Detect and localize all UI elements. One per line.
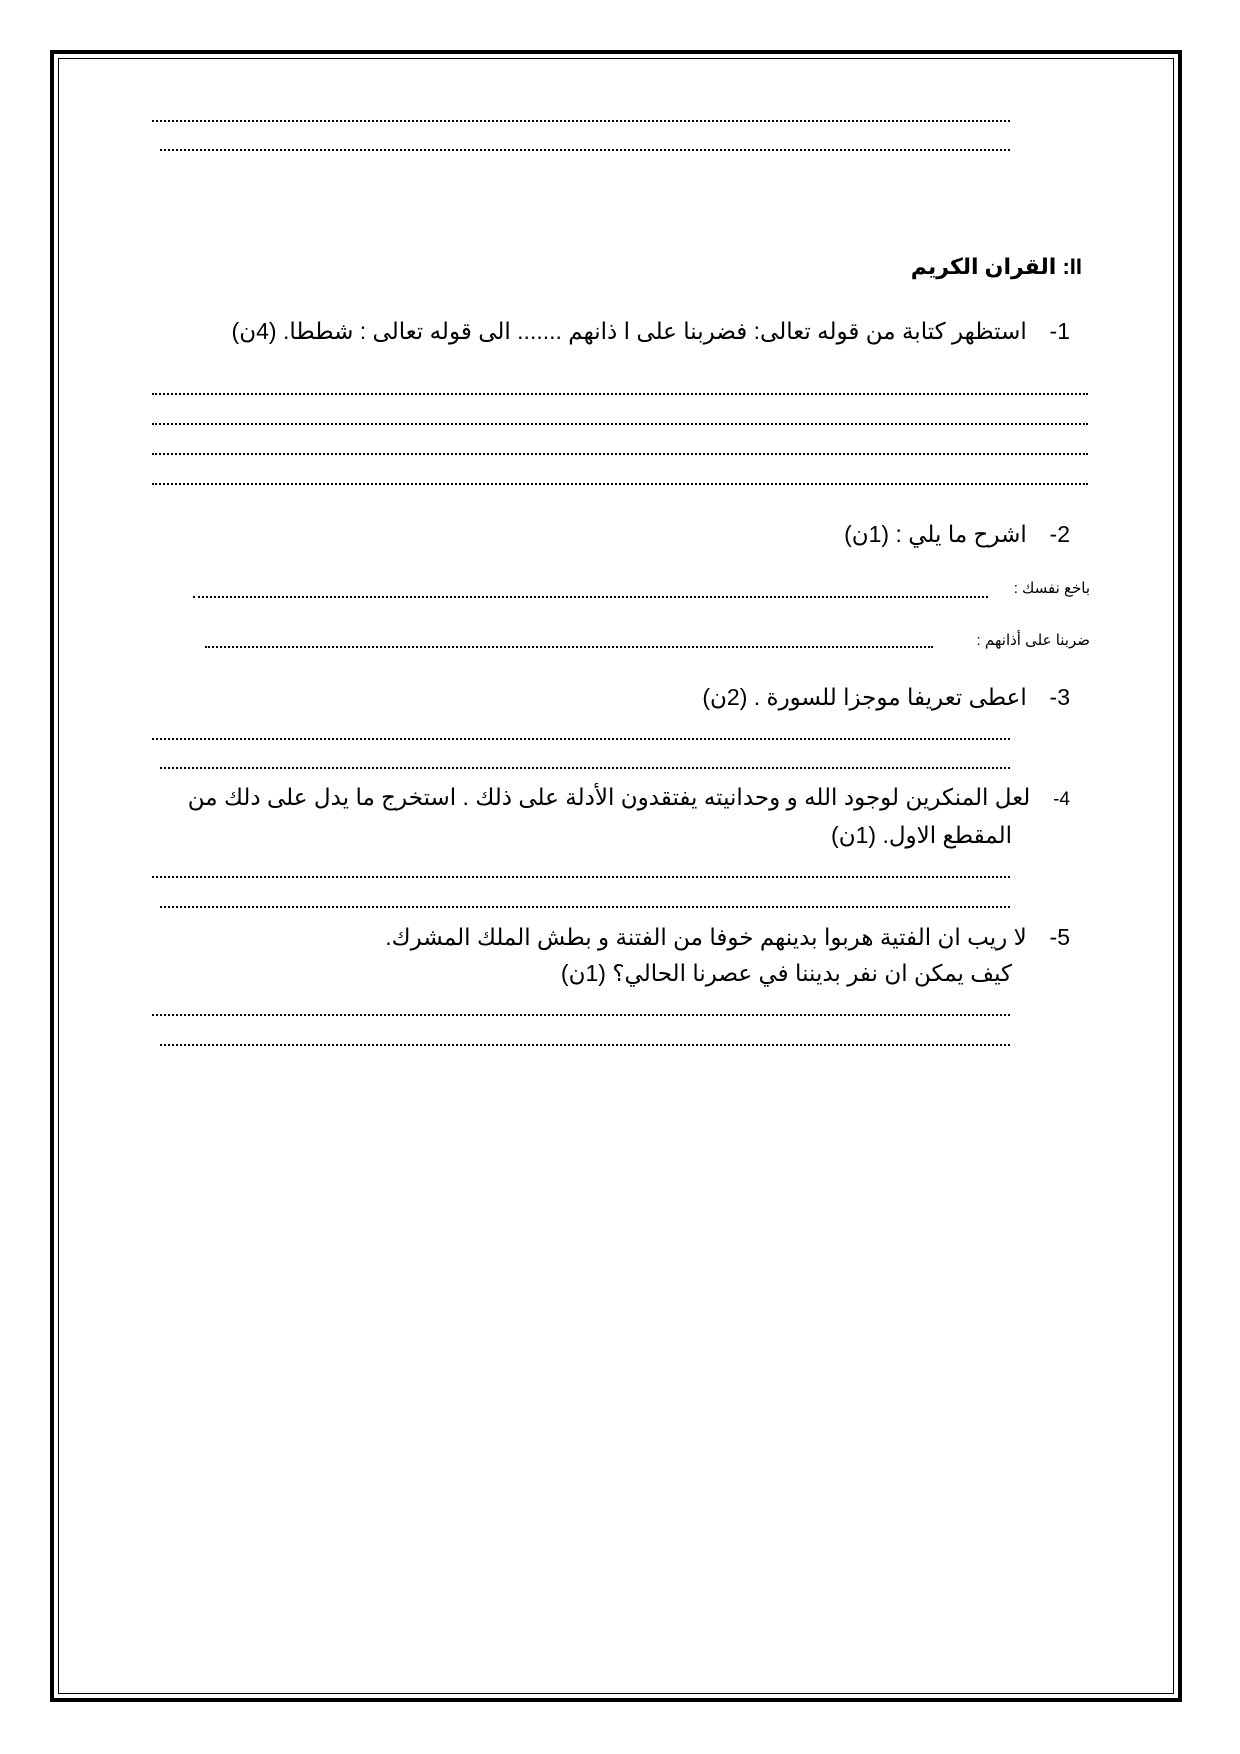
- answer-line[interactable]: [160, 767, 1010, 769]
- question-number: 5-: [1049, 924, 1070, 950]
- question-1: [232, 314, 1070, 348]
- answer-line[interactable]: [160, 1044, 1010, 1046]
- answer-line[interactable]: [152, 738, 1010, 740]
- answer-line[interactable]: [152, 876, 1010, 878]
- question-number: 4-: [1053, 789, 1070, 810]
- question-text: اعطى تعريفا موجزا للسورة . (2ن): [702, 684, 1027, 710]
- vocab-row: [160, 579, 1090, 597]
- question-5-continuation: [561, 956, 1012, 990]
- question-text: لعل المنكرين لوجود الله و وحدانيته يفتقدون الأدلة على ذلك . استخرج ما يدل على دلك من: [187, 784, 1031, 810]
- question-number: 2-: [1049, 521, 1070, 547]
- section-heading: [911, 254, 1082, 280]
- question-number: 3-: [1049, 684, 1070, 710]
- question-text: كيف يمكن ان نفر بديننا في عصرنا الحالي؟ (1ن): [560, 960, 1012, 986]
- answer-line[interactable]: [152, 1014, 1010, 1016]
- answer-line[interactable]: [160, 906, 1010, 908]
- answer-line[interactable]: [152, 453, 1088, 455]
- question-4: [188, 780, 1070, 817]
- vocab-answer-line[interactable]: [193, 596, 988, 598]
- answer-line[interactable]: [152, 483, 1088, 485]
- section-roman: II:: [1062, 254, 1082, 279]
- vocab-term: ضربنا على أذانهم :: [976, 632, 1090, 649]
- question-5: [385, 920, 1070, 954]
- question-text: المقطع الاول. (1ن): [831, 822, 1012, 848]
- answer-line[interactable]: [152, 393, 1088, 395]
- section-title: القران الكريم: [910, 254, 1057, 279]
- vocab-term: باخع نفسك :: [1013, 580, 1090, 597]
- answer-line[interactable]: [152, 120, 1010, 122]
- vocab-answer-line[interactable]: [205, 646, 933, 648]
- question-text: لا ريب ان الفتية هربوا بدينهم خوفا من الفتنة و بطش الملك المشرك.: [385, 924, 1027, 950]
- question-3: [702, 680, 1070, 714]
- answer-line[interactable]: [160, 149, 1010, 151]
- question-4-continuation: [831, 818, 1012, 852]
- question-text: استظهر كتابة من قوله تعالى: فضربنا على ا ذانهم ....... الى قوله تعالى : شططا. (4ن): [231, 318, 1027, 344]
- answer-line[interactable]: [152, 423, 1088, 425]
- question-text: اشرح ما يلي : (1ن): [844, 521, 1027, 547]
- question-number: 1-: [1049, 318, 1070, 344]
- question-2: [844, 517, 1070, 551]
